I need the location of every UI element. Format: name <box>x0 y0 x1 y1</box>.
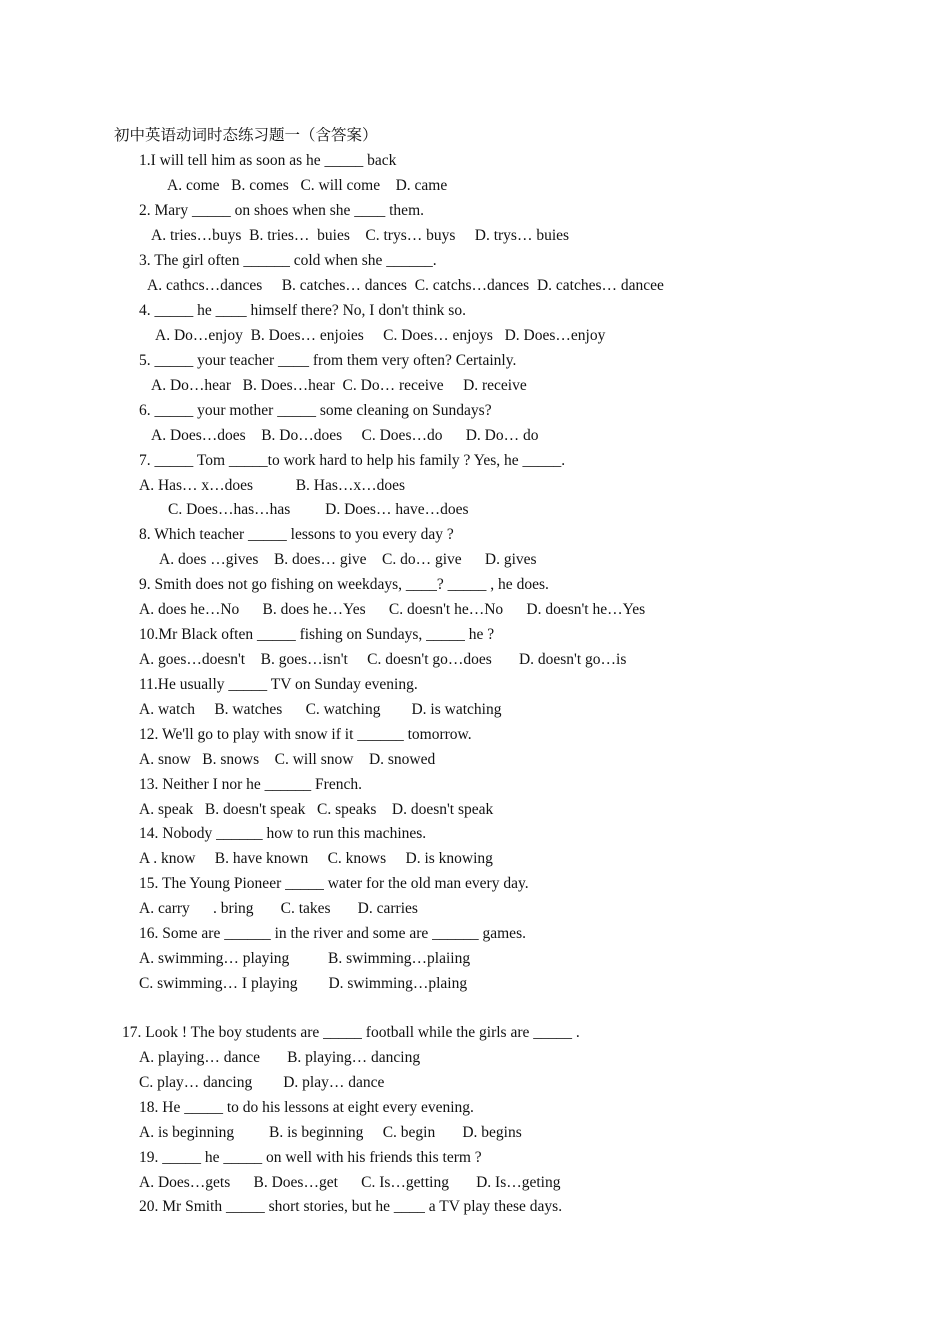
options-7b: C. Does…has…has D. Does… have…does <box>168 501 469 518</box>
options-2: A. tries…buys B. tries… buies C. trys… buys D. trys… buies <box>151 227 570 244</box>
options-4: A. Do…enjoy B. Does… enjoies C. Does… enjoys D. Does…enjoy <box>155 327 606 344</box>
options-17a: A. playing… dance B. playing… dancing <box>139 1049 421 1066</box>
question-11: 11.He usually _____ TV on Sunday evening. <box>139 676 418 693</box>
question-8: 8. Which teacher _____ lessons to you every day ? <box>139 526 454 543</box>
options-12: A. snow B. snows C. will snow D. snowed <box>139 751 436 768</box>
question-6: 6. _____ your mother _____ some cleaning on Sundays? <box>139 402 492 419</box>
options-16b: C. swimming… I playing D. swimming…plaing <box>139 975 468 992</box>
question-2: 2. Mary _____ on shoes when she ____ them. <box>139 202 424 219</box>
document-title: 初中英语动词时态练习题一（含答案） <box>114 127 378 144</box>
question-20: 20. Mr Smith _____ short stories, but he ____ a TV play these days. <box>139 1198 563 1215</box>
options-16a: A. swimming… playing B. swimming…plaiing <box>139 950 471 967</box>
question-17: 17. Look ! The boy students are _____ football while the girls are _____ . <box>122 1024 580 1041</box>
question-13: 13. Neither I nor he ______ French. <box>139 776 362 793</box>
question-18: 18. He _____ to do his lessons at eight every evening. <box>139 1099 474 1116</box>
options-13: A. speak B. doesn't speak C. speaks D. doesn't speak <box>139 801 494 818</box>
options-3: A. cathcs…dances B. catches… dances C. catchs…dances D. catches… dancee <box>147 277 664 294</box>
question-12: 12. We'll go to play with snow if it ______ tomorrow. <box>139 726 472 743</box>
options-6: A. Does…does B. Do…does C. Does…do D. Do… do <box>151 427 539 444</box>
options-17b: C. play… dancing D. play… dance <box>139 1074 385 1091</box>
options-14: A . know B. have known C. knows D. is knowing <box>139 850 493 867</box>
options-8: A. does …gives B. does… give C. do… give D. gives <box>159 551 537 568</box>
question-14: 14. Nobody ______ how to run this machines. <box>139 825 427 842</box>
question-19: 19. _____ he _____ on well with his friends this term ? <box>139 1149 482 1166</box>
options-10: A. goes…doesn't B. goes…isn't C. doesn't go…does D. doesn't go…is <box>139 651 627 668</box>
question-10: 10.Mr Black often _____ fishing on Sundays, _____ he ? <box>139 626 495 643</box>
question-15: 15. The Young Pioneer _____ water for the old man every day. <box>139 875 529 892</box>
question-4: 4. _____ he ____ himself there? No, I don't think so. <box>139 302 466 319</box>
options-11: A. watch B. watches C. watching D. is watching <box>139 701 502 718</box>
options-18: A. is beginning B. is beginning C. begin D. begins <box>139 1124 522 1141</box>
options-7a: A. Has… x…does B. Has…x…does <box>139 477 406 494</box>
question-3: 3. The girl often ______ cold when she ______. <box>139 252 437 269</box>
question-7: 7. _____ Tom _____to work hard to help his family ? Yes, he _____. <box>139 452 566 469</box>
options-1: A. come B. comes C. will come D. came <box>167 177 448 194</box>
question-9: 9. Smith does not go fishing on weekdays, ____? _____ , he does. <box>139 576 549 593</box>
question-1: 1.I will tell him as soon as he _____ back <box>139 152 397 169</box>
options-5: A. Do…hear B. Does…hear C. Do… receive D. receive <box>151 377 527 394</box>
question-16: 16. Some are ______ in the river and some are ______ games. <box>139 925 526 942</box>
options-9: A. does he…No B. does he…Yes C. doesn't he…No D. doesn't he…Yes <box>139 601 646 618</box>
options-15: A. carry . bring C. takes D. carries <box>139 900 418 917</box>
options-19: A. Does…gets B. Does…get C. Is…getting D. Is…geting <box>139 1174 561 1191</box>
question-5: 5. _____ your teacher ____ from them very often? Certainly. <box>139 352 517 369</box>
